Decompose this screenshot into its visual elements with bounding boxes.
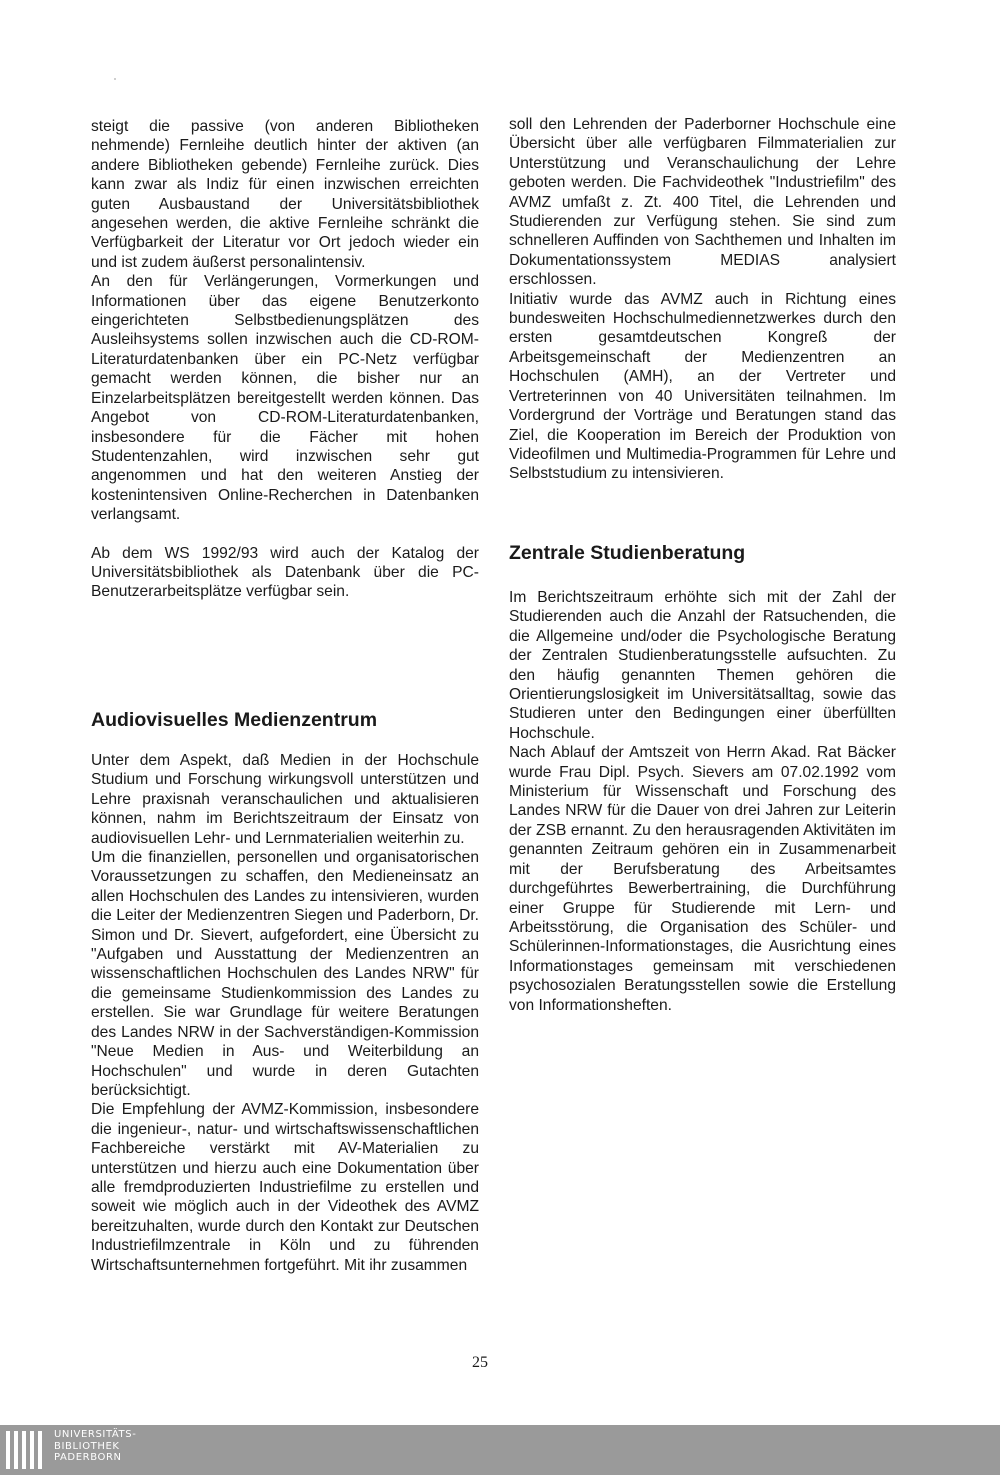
paragraph: Unter dem Aspekt, daß Medien in der Hochschule Studium und Forschung wirkungsvoll unterstützen und Lehre praxisnah veranschaulichen und aktualisieren können, nahm im Berichtszeitraum der Einsatz von audiovisuellen Lehr- und Lernmaterialien weiterhin zu. xyxy=(91,752,479,847)
logo-line: PADERBORN xyxy=(54,1452,122,1463)
paragraph: Im Berichtszeitraum erhöhte sich mit der Zahl der Studierenden auch die Anzahl der Ratsuchenden, die die Allgemeine und/oder die Psychologische Beratung der Zentralen Studienberatungsstelle aufsuchten. Zu den häufig genannten Themen gehören die Orientierungslosigkeit im Universitätsalltag, sowie das Studieren unter den Bedingungen einer überfüllten Hochschule. xyxy=(509,589,896,742)
right-column xyxy=(509,115,896,484)
paragraph: Um die finanziellen, personellen und organisatorischen Voraussetzungen zu schaffen, den Medieneinsatz an allen Hochschulen des Landes zu intensivieren, wurden die Leiter der Medienzentren Siegen und Paderborn, Dr. Simon und Dr. Sievert, aufgefordert, eine Übersicht zu "Aufgaben und Ausstattung der Medienzentren an wissenschaftlichen Hochschulen des Landes NRW" für die gemeinsame Studienkommission des Landes zu erstellen. Sie war Grundlage für weitere Beratungen des Landes NRW in der Sachverständigen-Kommission "Neue Medien in Aus- und Weiterbildung an Hochschulen" und wurde in deren Gutachten berücksichtigt. xyxy=(91,849,479,1099)
left-column-section xyxy=(91,751,479,1275)
paragraph: soll den Lehrenden der Paderborner Hochschule eine Übersicht über alle verfügbaren Filmmaterialien zur Unterstützung und Veranschaulichung der Lehre geboten werden. Die Fachvideothek "Industriefilm" des AVMZ umfaßt z. Zt. 400 Titel, die Lehrenden und Studierenden zur Verfügung stehen. Sie sind zum schnelleren Auffinden von Sachthemen und Inhalten im Dokumentationssystem MEDIAS analysiert erschlossen. xyxy=(509,116,896,289)
page-number: 25 xyxy=(472,1354,488,1371)
paragraph: Ab dem WS 1992/93 wird auch der Katalog der Universitätsbibliothek als Datenbank über die PC-Benutzerarbeitsplätze verfügbar sein. xyxy=(91,544,479,601)
logo-line: BIBLIOTHEK xyxy=(54,1440,120,1452)
section-heading-zentrale-studienberatung: Zentrale Studienberatung xyxy=(509,542,746,564)
library-logo-bars-icon xyxy=(6,1431,46,1469)
paragraph: An den für Verlängerungen, Vormerkungen und Informationen über das eigene Benutzerkonto eingerichteten Selbstbedienungsplätzen des Ausleihsystems sollen inzwischen auch die CD-ROM-Literaturdatenbanken über ein PC-Netz verfügbar gemacht werden können, die bisher nur an Einzelarbeitsplätzen bereitgestellt werden können. Das Angebot von CD-ROM-Literaturdatenbanken, insbesondere für die Fächer mit hohen Studentenzahlen, wird inzwischen sehr gut angenommen und hat den weiteren Anstieg der kostenintensiven Online-Recherchen in Datenbanken verlangsamt. xyxy=(91,273,479,524)
scan-speck xyxy=(114,78,116,80)
paragraph: Nach Ablauf der Amtszeit von Herrn Akad. Rat Bäcker wurde Frau Dipl. Psych. Sievers am 07.02.1992 vom Ministerium für Wissenschaft und Forschung des Landes NRW für die Dauer von drei Jahren zur Leiterin der ZSB ernannt. Zu den herausragenden Aktivitäten im genannten Zeitraum gehören ein in Zusammenarbeit mit der Berufsberatung des Arbeitsamtes durchgeführtes Bewerbertraining, die Durchführung einer Gruppe für Studierende mit Lern- und Arbeitsstörung, die Organisation des Schüler- und Schülerinnen-Informationstages, die Ausrichtung eines Informationstages gemeinsam mit verschiedenen psychosozialen Beratungsstellen sowie die Erstellung von Informationsheften. xyxy=(509,744,896,1014)
paragraph: Die Empfehlung der AVMZ-Kommission, insbesondere die ingenieur-, natur- und wirtschaftswissenschaftlichen Fachbereiche verstärkt mit AV-Materialien zu unterstützen und hierzu auch eine Dokumentation über alle fremdproduzierten Industriefilme zu erstellen und soweit wie möglich auch in der Videothek des AVMZ bereitzuhalten, wurde durch den Kontakt zur Deutschen Industriefilmzentrale in Köln und zu führenden Wirtschaftsunternehmen fortgeführt. Mit ihr zusammen xyxy=(91,1101,479,1274)
paragraph: Initiativ wurde das AVMZ auch in Richtung eines bundesweiten Hochschulmediennetzwerkes durch den ersten gesamtdeutschen Kongreß der Arbeitsgemeinschaft der Medienzentren an Hochschulen (AMH), an der Vertreter und Vertreterinnen von 40 Universitäten teilnahmen. Im Vordergrund der Vorträge und Beratungen stand das Ziel, die Kooperation im Bereich der Produktion von Videofilmen und Multimedia-Programmen für Lehre und Selbststudium zu intensivieren. xyxy=(509,290,896,483)
paragraph: steigt die passive (von anderen Bibliotheken nehmende) Fernleihe deutlich hinter der aktiven (an andere Bibliotheken gebende) Fernleihe zurück. Dies kann zwar als Indiz für einen inzwischen erreichten guten Ausbaustand der Universitätsbibliothek angesehen werden, die aktive Fernleihe schränkt die Verfügbarkeit der Literatur vor Ort jedoch wieder ein und ist zudem äußerst personalintensiv. xyxy=(91,118,479,271)
section-heading-audiovisuelles-medienzentrum: Audiovisuelles Medienzentrum xyxy=(91,709,378,731)
logo-line: UNIVERSITÄTS- xyxy=(54,1429,137,1440)
left-column xyxy=(91,117,479,602)
library-logo-text xyxy=(54,1429,136,1464)
right-column-section xyxy=(509,588,896,1015)
library-footer xyxy=(0,1425,1000,1475)
